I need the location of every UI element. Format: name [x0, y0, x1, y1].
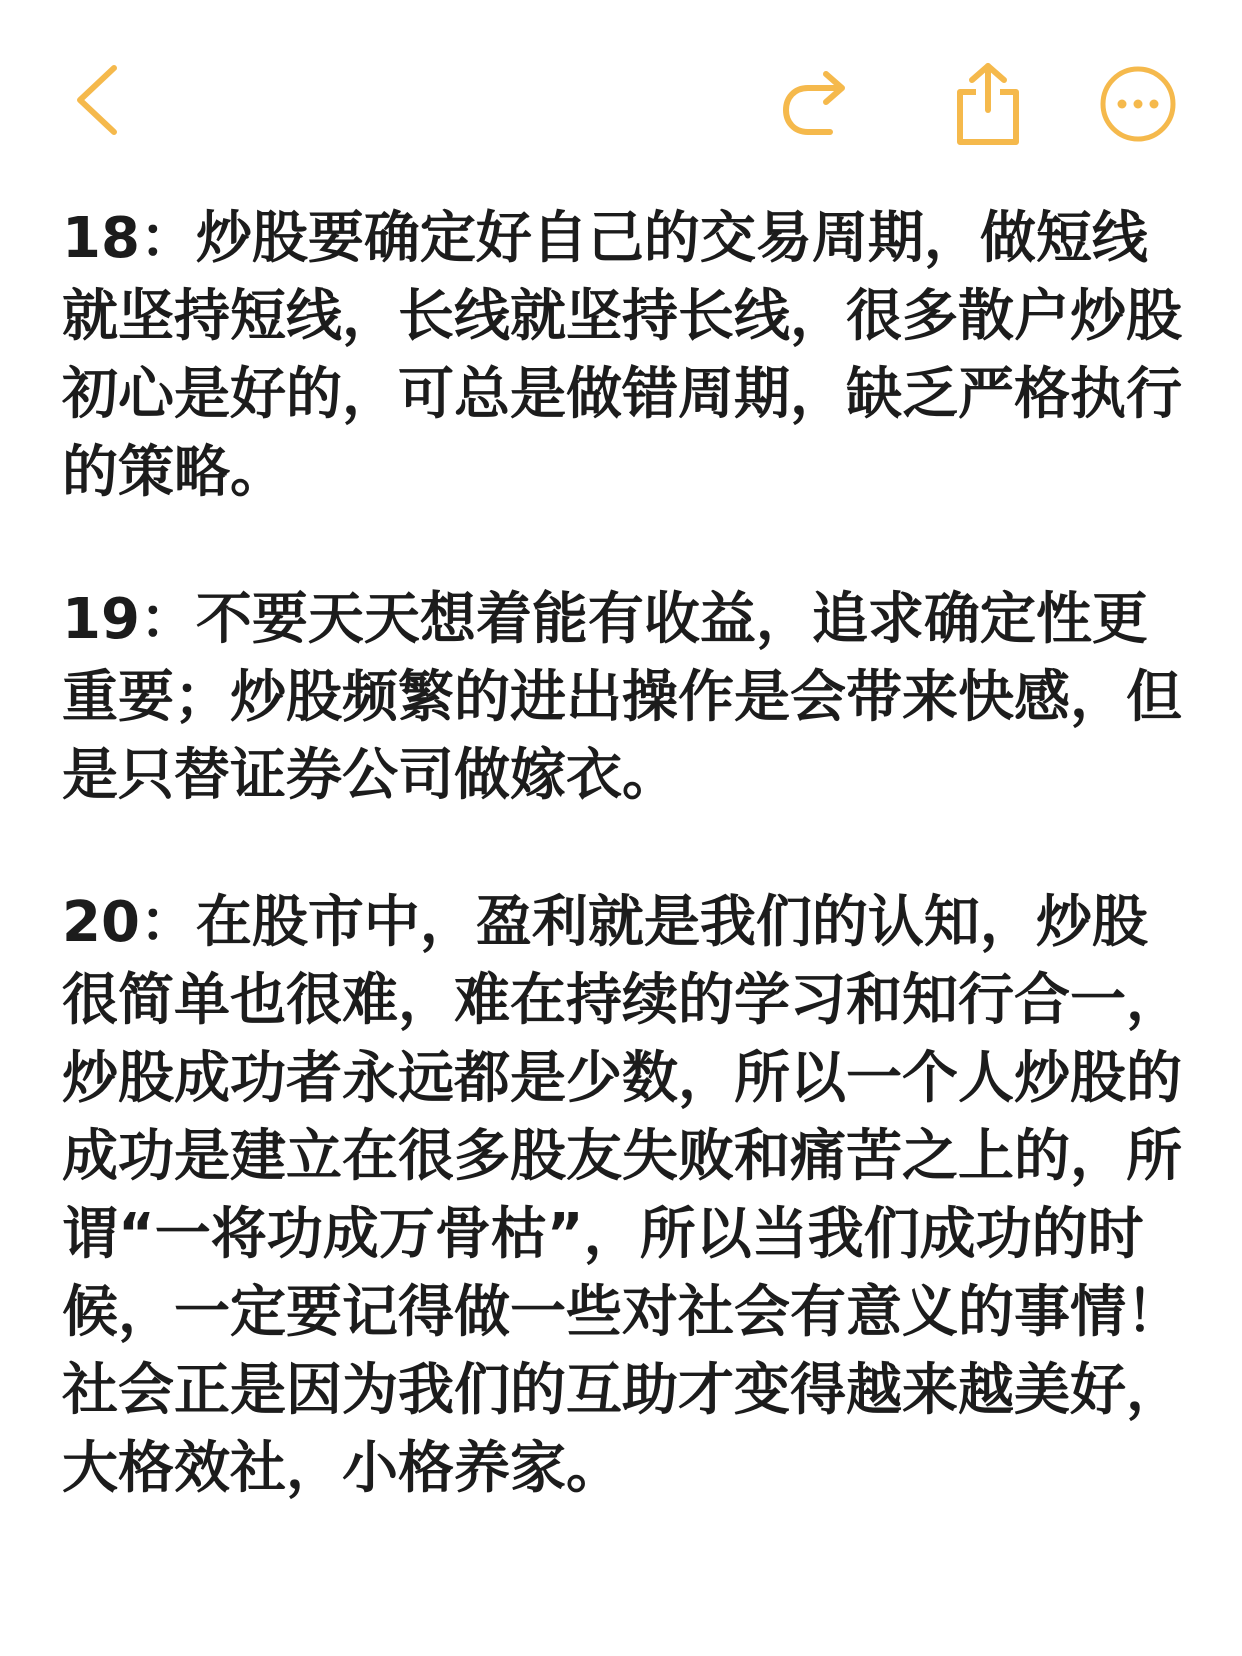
chevron-left-icon: [70, 60, 130, 140]
back-button[interactable]: [70, 60, 130, 140]
note-paragraph-19: 19：不要天天想着能有收益，追求确定性更重要；炒股频繁的进出操作是会带来快感，但是只替证券公司做嫁衣。: [62, 587, 1182, 808]
note-toolbar: [0, 0, 1242, 190]
more-icon: [1098, 64, 1178, 144]
redo-icon: [780, 66, 858, 142]
more-button[interactable]: [1098, 64, 1178, 144]
note-paragraph-18: 18：炒股要确定好自己的交易周期，做短线就坚持短线，长线就坚持长线，很多散户炒股初心是好的，可总是做错周期，缺乏严格执行的策略。: [62, 206, 1182, 505]
share-button[interactable]: [952, 60, 1024, 148]
note-body[interactable]: [62, 200, 1182, 1577]
share-icon: [952, 60, 1024, 148]
redo-button[interactable]: [780, 66, 858, 142]
note-paragraph-20: 20：在股市中，盈利就是我们的认知，炒股很简单也很难，难在持续的学习和知行合一，炒股成功者永远都是少数，所以一个人炒股的成功是建立在很多股友失败和痛苦之上的，所谓“一将功成万骨枯”，所以当我们成功的时候，一定要记得做一些对社会有意义的事情！社会正是因为我们的互助才变得越来越美好，大格效社，小格养家。: [62, 890, 1182, 1501]
